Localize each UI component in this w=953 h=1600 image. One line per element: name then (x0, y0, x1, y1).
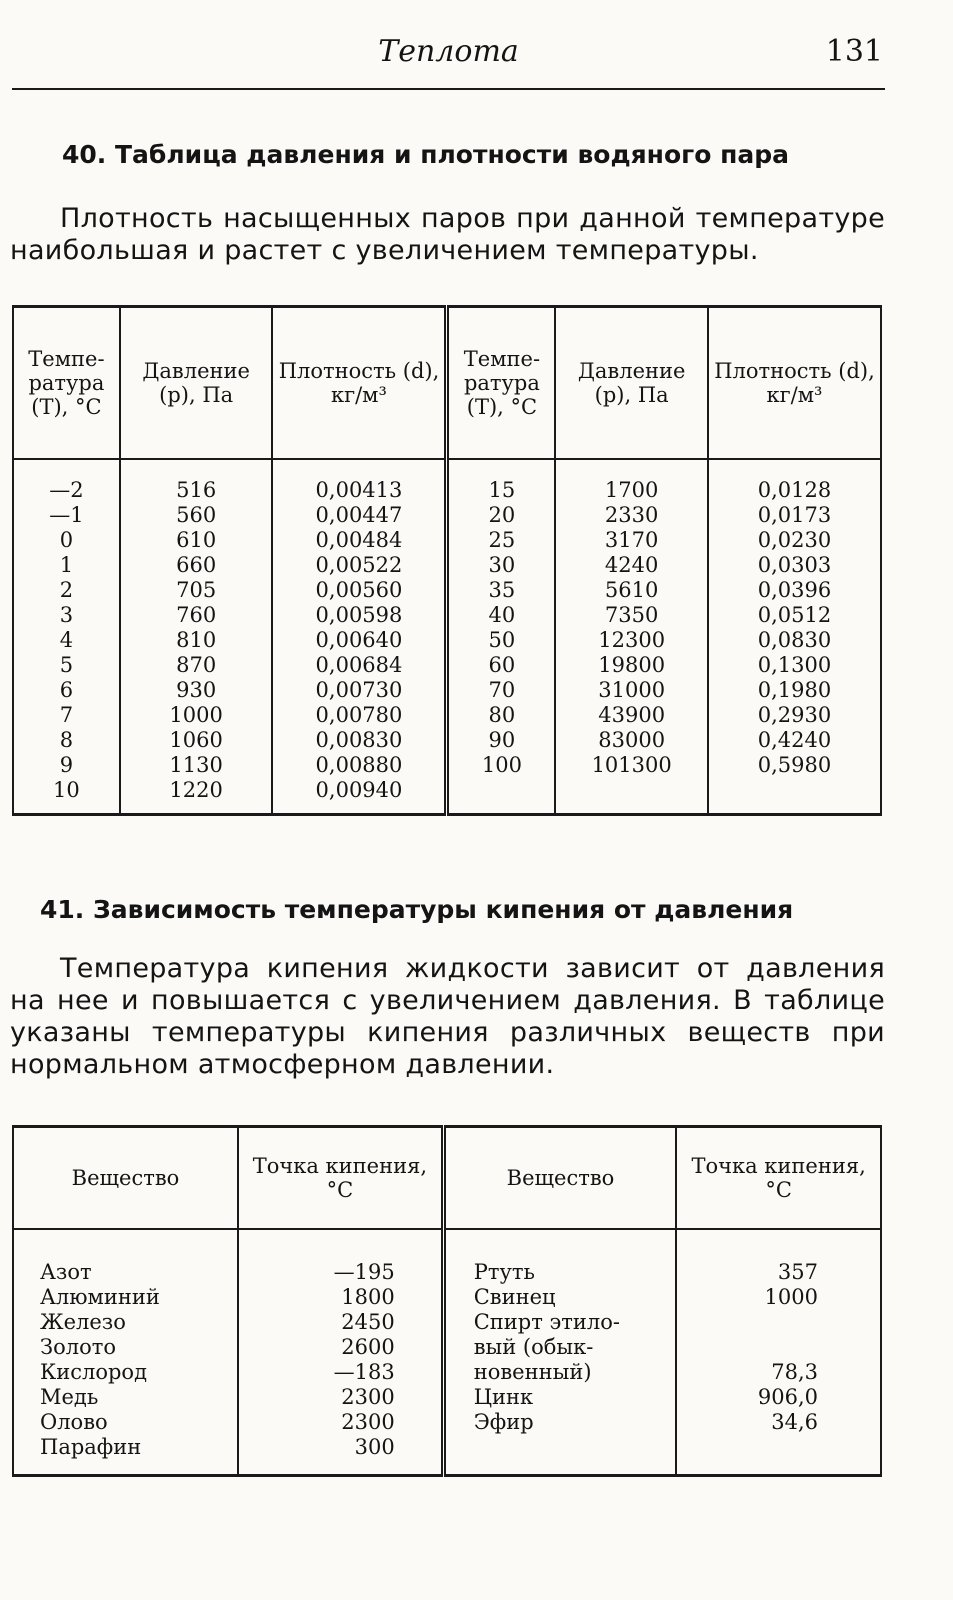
table-cell: 34,6 (771, 1410, 818, 1434)
table-cell: 2 (59, 578, 74, 602)
header-pressure-right: Давление (p), Па (555, 307, 708, 460)
table-cell: 870 (176, 653, 217, 677)
table-cell: 560 (176, 503, 217, 527)
header-pressure-left: Давление (p), Па (120, 307, 273, 460)
table-cell: 0,00940 (315, 778, 403, 802)
table-cell: 0,1300 (757, 653, 832, 677)
table-cell: 0,5980 (757, 753, 832, 777)
table-cell (683, 1335, 818, 1360)
table-cell: 0,00447 (315, 503, 403, 527)
section-41-title: 41. Зависимость температуры кипения от давления (40, 895, 794, 924)
header-boiling-right: Точка кипения, °C (676, 1127, 881, 1230)
header-substance-left: Вещество (13, 1127, 238, 1230)
table-cell: 101300 (591, 753, 672, 777)
table-cell: 43900 (598, 703, 666, 727)
table-cell: 35 (488, 578, 516, 602)
table-cell: 31000 (598, 678, 666, 702)
col-substance-right (443, 1229, 676, 1476)
table-cell: 760 (176, 603, 217, 627)
table-cell: 5 (59, 653, 74, 677)
table-cell: 0,00730 (315, 678, 403, 702)
table-cell: Азот (40, 1260, 92, 1284)
table-cell: 6 (59, 678, 74, 702)
table-cell: Спирт этило- (473, 1310, 620, 1334)
table-cell: 705 (176, 578, 217, 602)
running-header (12, 34, 885, 90)
col-pressure-left (120, 459, 273, 815)
table-cell: 0,00640 (315, 628, 403, 652)
header-density-right: Плотность (d), кг/м³ (708, 307, 881, 460)
table-cell: Свинец (473, 1285, 556, 1309)
table-cell: 1800 (341, 1285, 395, 1309)
table-cell: Медь (40, 1385, 99, 1409)
table-cell: 25 (488, 528, 516, 552)
col-boiling-right (676, 1229, 881, 1476)
table-cell: 15 (488, 478, 516, 502)
table-cell: 357 (777, 1260, 818, 1284)
col-substance-left (13, 1229, 238, 1476)
table-cell: новенный) (473, 1360, 592, 1384)
table-cell: 3 (59, 603, 74, 627)
section-40-text: Плотность насыщенных паров при данной температуре наибольшая и растет с увеличением температуры. (10, 203, 885, 266)
table-cell: —183 (333, 1360, 395, 1384)
table-cell: 83000 (598, 728, 666, 752)
col-boiling-left (238, 1229, 443, 1476)
table-cell: 70 (488, 678, 516, 702)
section-41-text: Температура кипения жидкости зависит от давления на нее и повышается с увеличением давления. В таблице указаны температуры кипения различных веществ при нормальном атмосферном давлении. (10, 953, 885, 1080)
table-cell: 610 (176, 528, 217, 552)
table-cell: 0 (59, 528, 74, 552)
table-cell: 7350 (604, 603, 659, 627)
header-substance-right: Вещество (443, 1127, 676, 1230)
table-cell: 19800 (598, 653, 666, 677)
table-cell: —1 (49, 503, 84, 527)
table-cell: 12300 (598, 628, 666, 652)
table-cell: 9 (59, 753, 74, 777)
steam-table (12, 305, 882, 816)
header-temperature-right: Темпе-ратура (T), °C (447, 307, 555, 460)
table-cell: 8 (59, 728, 74, 752)
table-cell: 100 (481, 753, 522, 777)
table-cell: 0,00560 (315, 578, 403, 602)
table-cell: 40 (488, 603, 516, 627)
table-cell: —195 (333, 1260, 395, 1284)
table-cell: 4240 (604, 553, 659, 577)
table-cell: 1130 (169, 753, 223, 777)
table-cell: 660 (176, 553, 217, 577)
table-cell: 0,0512 (757, 603, 832, 627)
table-cell: 2600 (341, 1335, 395, 1359)
table-cell: 78,3 (771, 1360, 818, 1384)
table-cell: —2 (49, 478, 84, 502)
table-cell: Олово (40, 1410, 108, 1434)
table-cell: 516 (176, 478, 217, 502)
table-cell: 0,1980 (757, 678, 832, 702)
table-cell: 0,0173 (757, 503, 832, 527)
table-cell: Золото (40, 1335, 116, 1359)
table-cell: 0,0303 (757, 553, 832, 577)
page-number: 131 (825, 34, 883, 69)
table-cell: 1000 (169, 703, 223, 727)
table-cell: 930 (176, 678, 217, 702)
boiling-table (12, 1125, 882, 1477)
table-cell: 2300 (341, 1385, 395, 1409)
table-cell: 20 (488, 503, 516, 527)
table-cell: 2300 (341, 1410, 395, 1434)
table-cell: 90 (488, 728, 516, 752)
table-cell: вый (обык- (473, 1335, 594, 1359)
table-cell: 0,00780 (315, 703, 403, 727)
table-cell: 0,0830 (757, 628, 832, 652)
table-cell: 4 (59, 628, 74, 652)
table-cell: 60 (488, 653, 516, 677)
table-cell: 1700 (604, 478, 659, 502)
header-boiling-left: Точка кипения, °C (238, 1127, 443, 1230)
table-cell: 0,0128 (757, 478, 832, 502)
table-cell: 80 (488, 703, 516, 727)
table-cell (683, 1310, 818, 1335)
table-cell: Цинк (473, 1385, 534, 1409)
table-cell: 0,2930 (757, 703, 832, 727)
table-cell: 7 (59, 703, 74, 727)
table-cell: 50 (488, 628, 516, 652)
col-temperature-left (13, 459, 120, 815)
table-cell: Парафин (40, 1435, 142, 1459)
table-cell: 1 (59, 553, 74, 577)
table-cell: 0,4240 (757, 728, 832, 752)
table-cell: 2330 (604, 503, 659, 527)
table-cell: Кислород (40, 1360, 148, 1384)
table-cell: 1000 (764, 1285, 818, 1309)
table-cell: 0,00880 (315, 753, 403, 777)
table-cell: 0,00830 (315, 728, 403, 752)
table-cell: 2450 (341, 1310, 395, 1334)
table-cell: 810 (176, 628, 217, 652)
table-cell: Эфир (473, 1410, 534, 1434)
col-temperature-right (447, 459, 555, 815)
table-cell: Алюминий (40, 1285, 160, 1309)
table-cell: 0,00522 (315, 553, 403, 577)
header-temperature-left: Темпе-ратура (T), °C (13, 307, 120, 460)
table-cell: 0,00484 (315, 528, 403, 552)
header-density-left: Плотность (d), кг/м³ (272, 307, 447, 460)
table-cell: Ртуть (473, 1260, 535, 1284)
table-cell: Железо (40, 1310, 126, 1334)
table-cell: 1060 (169, 728, 223, 752)
table-cell: 1220 (169, 778, 223, 802)
table-cell: 0,00598 (315, 603, 403, 627)
table-cell: 3170 (604, 528, 659, 552)
table-cell: 5610 (604, 578, 659, 602)
table-cell: 906,0 (757, 1385, 818, 1409)
table-cell: 0,0396 (757, 578, 832, 602)
running-title: Теплота (378, 34, 519, 69)
table-cell: 0,00413 (315, 478, 403, 502)
table-cell: 0,00684 (315, 653, 403, 677)
table-cell: 30 (488, 553, 516, 577)
col-pressure-right (555, 459, 708, 815)
section-40-title: 40. Таблица давления и плотности водяного пара (62, 140, 789, 169)
col-density-left (272, 459, 447, 815)
col-density-right (708, 459, 881, 815)
table-cell: 10 (53, 778, 80, 802)
table-cell: 0,0230 (757, 528, 832, 552)
table-cell: 300 (354, 1435, 395, 1459)
